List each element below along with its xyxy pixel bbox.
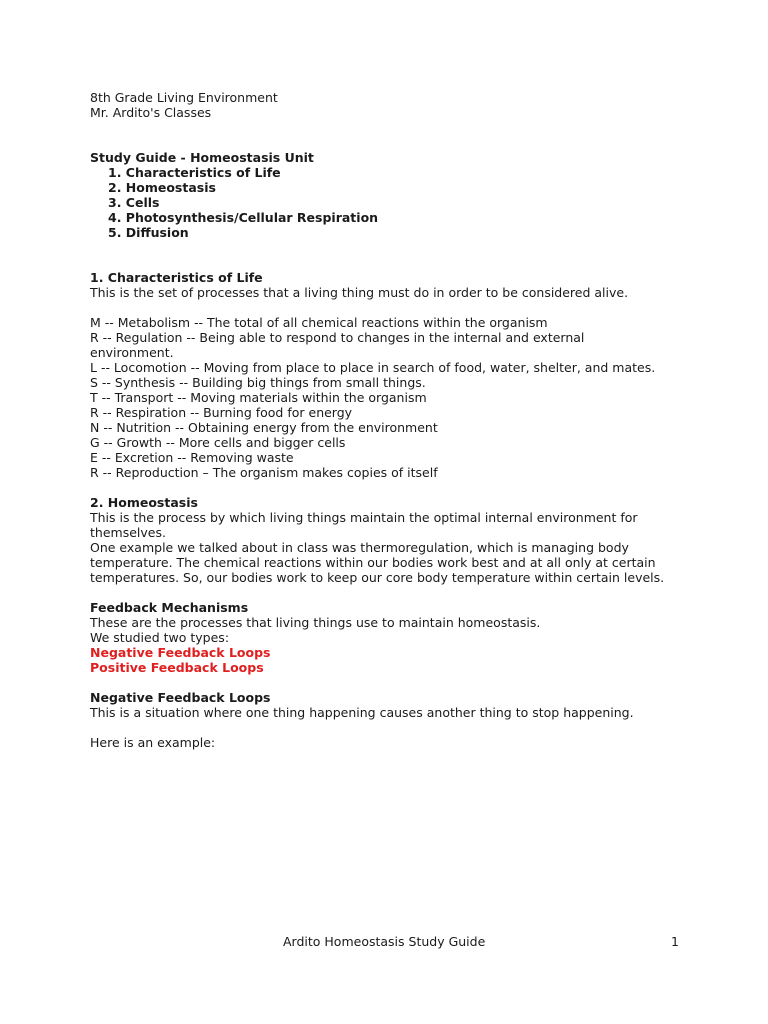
section2-heading: 2. Homeostasis [90, 495, 198, 510]
characteristic-item: N -- Nutrition -- Obtaining energy from the environment [90, 420, 438, 435]
teacher-name: Mr. Ardito's Classes [90, 105, 212, 120]
guide-topic-list [90, 165, 690, 240]
thermoregulation-paragraph: One example we talked about in class was thermoregulation, which is managing body temperature. The chemical reactions within our bodies work best and at all only at certain temperatures. So, our bodies work to keep our core body temperature within certain levels. [90, 540, 665, 585]
characteristic-item: R -- Reproduction – The organism makes copies of itself [90, 465, 438, 480]
guide-topic-item: 5. Diffusion [108, 225, 189, 240]
document-page [90, 90, 690, 750]
negative-feedback-definition: This is a situation where one thing happening causes another thing to stop happening. [90, 705, 634, 720]
course-title: 8th Grade Living Environment [90, 90, 278, 105]
feedback-definition: These are the processes that living things use to maintain homeostasis. [90, 615, 541, 630]
characteristic-item: M -- Metabolism -- The total of all chemical reactions within the organism [90, 315, 548, 330]
page-number: 1 [671, 934, 679, 949]
guide-topic-item: 3. Cells [108, 195, 160, 210]
characteristic-item: S -- Synthesis -- Building big things from small things. [90, 375, 426, 390]
positive-feedback-highlight: Positive Feedback Loops [90, 660, 264, 675]
characteristic-item: T -- Transport -- Moving materials within the organism [90, 390, 427, 405]
characteristic-item: E -- Excretion -- Removing waste [90, 450, 294, 465]
homeostasis-definition: This is the process by which living things maintain the optimal internal environment for themselves. [90, 510, 638, 540]
guide-topic-item: 2. Homeostasis [108, 180, 216, 195]
guide-topic-item: 4. Photosynthesis/Cellular Respiration [108, 210, 379, 225]
guide-title: Study Guide - Homeostasis Unit [90, 150, 314, 165]
footer-title: Ardito Homeostasis Study Guide [283, 934, 486, 949]
feedback-heading: Feedback Mechanisms [90, 600, 249, 615]
negative-feedback-heading: Negative Feedback Loops [90, 690, 271, 705]
section1-heading: 1. Characteristics of Life [90, 270, 263, 285]
section1-intro: This is the set of processes that a living thing must do in order to be considered alive. [90, 285, 629, 300]
guide-topic-item: 1. Characteristics of Life [108, 165, 281, 180]
characteristics-list [90, 315, 690, 480]
characteristic-item: L -- Locomotion -- Moving from place to place in search of food, water, shelter, and mates. [90, 360, 656, 375]
characteristic-item: R -- Regulation -- Being able to respond to changes in the internal and external environment. [90, 330, 585, 360]
feedback-types-intro: We studied two types: [90, 630, 230, 645]
characteristic-item: G -- Growth -- More cells and bigger cells [90, 435, 346, 450]
example-intro: Here is an example: [90, 735, 216, 750]
negative-feedback-highlight: Negative Feedback Loops [90, 645, 271, 660]
characteristic-item: R -- Respiration -- Burning food for energy [90, 405, 353, 420]
